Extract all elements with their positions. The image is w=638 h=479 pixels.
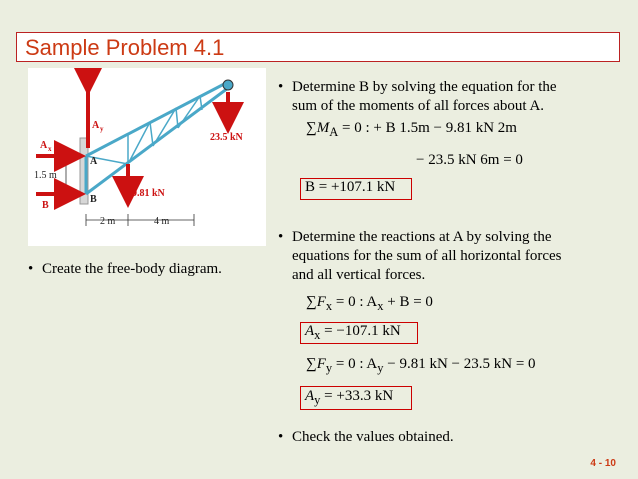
- label-point-a: A: [90, 156, 98, 167]
- bullet-determine-reactions: • Determine the reactions at A by solving the equations for the sum of all horizontal forces and all vertical forces.: [278, 229, 562, 283]
- slide-title: Sample Problem 4.1: [25, 35, 225, 60]
- answer-ay: $A_y = +33.3$ kN: [305, 388, 394, 407]
- label-ax: A: [40, 140, 48, 151]
- label-ay: A: [92, 120, 100, 131]
- moment-equation-line2: − 23.5 kN 6m = 0: [416, 152, 523, 168]
- bullet-check-values: • Check the values obtained.: [278, 429, 454, 445]
- label-point-b: B: [90, 194, 97, 205]
- left-bullet: • Create the free-body diagram.: [28, 261, 222, 277]
- label-4m: 4 m: [154, 216, 170, 227]
- title-bar: [16, 32, 620, 62]
- pulley: [223, 80, 233, 90]
- truss-diagram: [28, 68, 266, 246]
- label-ax-sub: x: [48, 145, 52, 153]
- answer-b: B = +107.1 kN: [305, 179, 396, 195]
- sum-fy-equation: $\sum F_y = 0$ : $A_y - 9.81$ kN − 23.5 kN = 0: [306, 356, 536, 375]
- label-1-5m: 1.5 m: [34, 170, 57, 181]
- moment-equation-line1: $\sum M_A = 0$ : + B 1.5m − 9.81 kN 2m: [306, 120, 517, 139]
- label-235: 23.5 kN: [210, 132, 243, 143]
- slide-number: 4 - 10: [590, 458, 616, 469]
- truss-figure: [28, 68, 266, 246]
- label-ay-sub: y: [100, 125, 104, 133]
- label-981: 9.81 kN: [132, 188, 165, 199]
- sum-fx-equation: $\sum F_x = 0$ : $A_x + B = 0$: [306, 294, 433, 313]
- label-b-force: B: [42, 200, 49, 211]
- label-2m: 2 m: [100, 216, 116, 227]
- answer-ax: $A_x = -107.1$ kN: [305, 323, 401, 342]
- bullet-determine-b: • Determine B by solving the equation for the sum of the moments of all forces about A.: [278, 79, 557, 114]
- force-arrows: [36, 88, 228, 200]
